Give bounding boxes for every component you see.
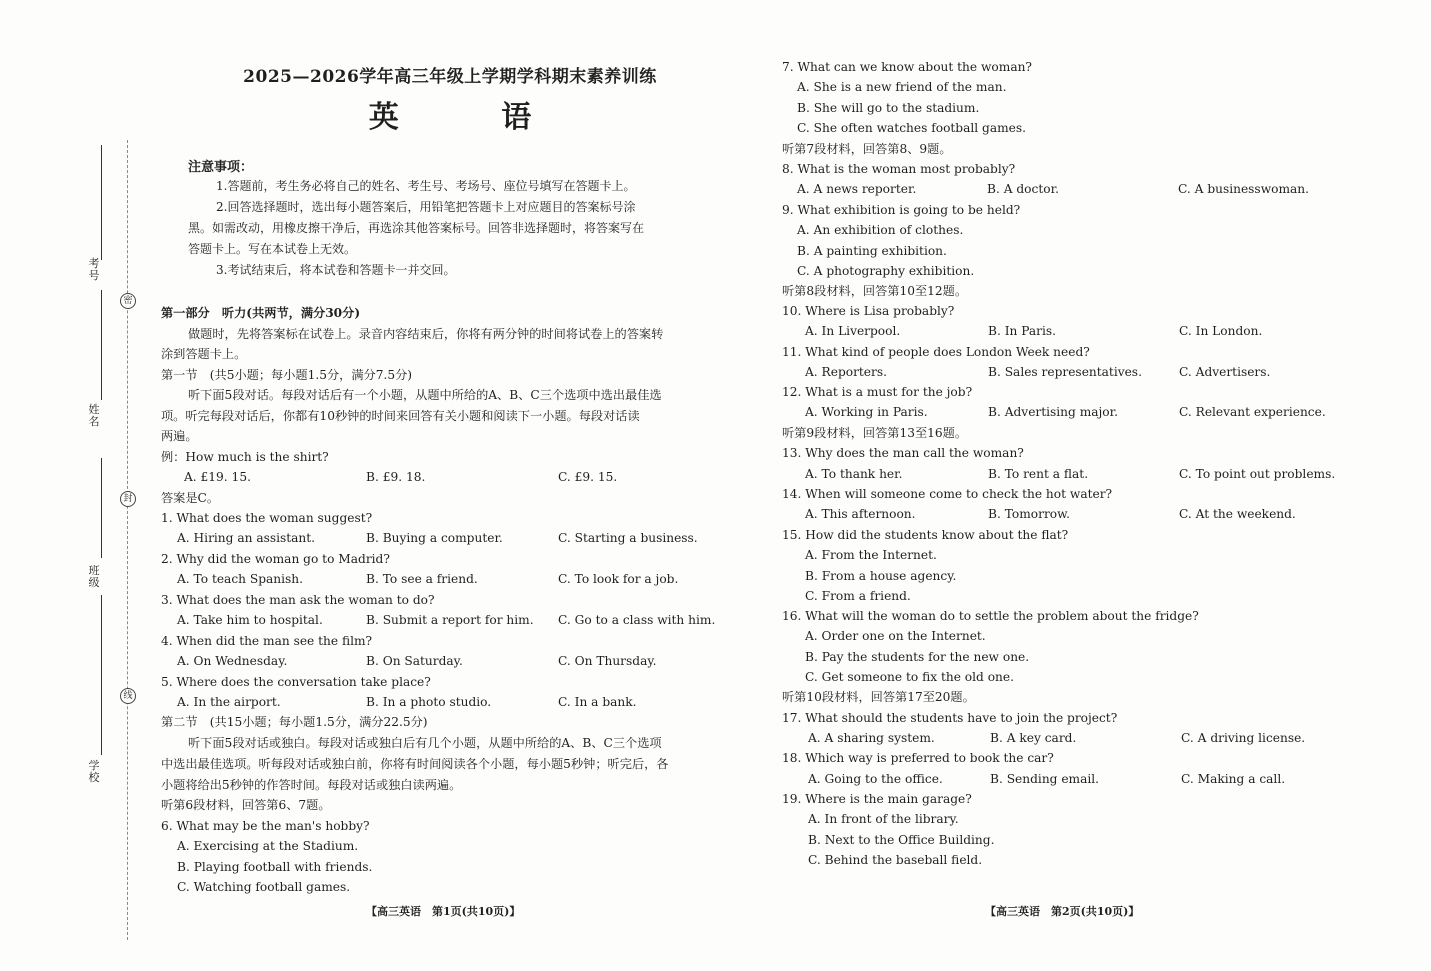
binding-line bbox=[101, 458, 102, 558]
option-c: C. To look for a job. bbox=[558, 572, 679, 586]
question-text: 19. Where is the main garage? bbox=[782, 792, 972, 806]
binding-label-school: 学校 bbox=[88, 759, 100, 784]
binding-line bbox=[101, 145, 102, 260]
question-text: 14. When will someone come to check the hot water? bbox=[782, 487, 1113, 501]
question-text: 5. Where does the conversation take place? bbox=[161, 675, 431, 689]
question-text: 10. Where is Lisa probably? bbox=[782, 304, 955, 318]
question-text: 6. What may be the man's hobby? bbox=[161, 819, 370, 833]
page-footer: 【高三英语 第1页(共10页)】 bbox=[366, 905, 521, 918]
option-b: B. In Paris. bbox=[988, 324, 1057, 338]
seal-mark-circle: 封 bbox=[120, 491, 136, 507]
material-label: 听第9段材料，回答第13至16题。 bbox=[782, 426, 968, 440]
section2-intro-line: 小题将给出5秒钟的作答时间。每段对话或独白读两遍。 bbox=[161, 778, 462, 792]
option-b: B. A doctor. bbox=[987, 182, 1059, 196]
option-c: C. Making a call. bbox=[1181, 772, 1286, 786]
option-b: B. Playing football with friends. bbox=[177, 860, 373, 874]
seal-mark-circle: 线 bbox=[120, 688, 136, 704]
option-a: A. In front of the library. bbox=[808, 812, 959, 826]
example-option-c: C. £9. 15. bbox=[558, 470, 618, 484]
option-b: B. Next to the Office Building. bbox=[808, 833, 995, 847]
seal-mark-circle: 密 bbox=[120, 293, 136, 309]
option-b: B. Pay the students for the new one. bbox=[805, 650, 1030, 664]
notice-line: 答题卡上。写在本试卷上无效。 bbox=[188, 242, 357, 256]
part1-heading: 第一部分 听力(共两节，满分30分) bbox=[161, 306, 361, 320]
section2-intro-line: 听下面5段对话或独白。每段对话或独白后有几个小题，从题中所给的A、B、C三个选项 bbox=[188, 736, 662, 750]
question-text: 13. Why does the man call the woman? bbox=[782, 446, 1024, 460]
option-c: C. At the weekend. bbox=[1179, 507, 1296, 521]
example-answer: 答案是C。 bbox=[161, 491, 220, 505]
part1-intro-line: 涂到答题卡上。 bbox=[161, 347, 247, 361]
question-text: 15. How did the students know about the flat? bbox=[782, 528, 1069, 542]
page-footer: 【高三英语 第2页(共10页)】 bbox=[985, 905, 1140, 918]
option-a: A. Take him to hospital. bbox=[177, 613, 323, 627]
option-c: C. To point out problems. bbox=[1179, 467, 1336, 481]
question-text: 4. When did the man see the film? bbox=[161, 634, 373, 648]
option-b: B. Advertising major. bbox=[988, 405, 1119, 419]
option-a: A. Order one on the Internet. bbox=[805, 629, 986, 643]
option-b: B. Sales representatives. bbox=[988, 365, 1142, 379]
section1-intro-line: 听下面5段对话。每段对话后有一个小题，从题中所给的A、B、C三个选项中选出最佳选 bbox=[188, 388, 662, 402]
option-b: B. From a house agency. bbox=[805, 569, 957, 583]
seal-dashed-line bbox=[127, 140, 128, 940]
binding-line bbox=[101, 290, 102, 400]
question-text: 3. What does the man ask the woman to do? bbox=[161, 593, 435, 607]
option-c: C. Relevant experience. bbox=[1179, 405, 1326, 419]
option-a: A. Hiring an assistant. bbox=[177, 531, 316, 545]
option-a: A. Working in Paris. bbox=[805, 405, 928, 419]
binding-label-name: 姓名 bbox=[88, 403, 100, 428]
example-option-b: B. £9. 18. bbox=[366, 470, 426, 484]
notice-line: 3.考试结束后，将本试卷和答题卡一并交回。 bbox=[216, 263, 456, 277]
option-a: A. In the airport. bbox=[177, 695, 281, 709]
option-c: C. She often watches football games. bbox=[797, 121, 1027, 135]
option-c: C. Get someone to fix the old one. bbox=[805, 670, 1014, 684]
notice-line: 1.答题前，考生务必将自己的姓名、考生号、考场号、座位号填写在答题卡上。 bbox=[216, 179, 636, 193]
option-b: B. A key card. bbox=[990, 731, 1077, 745]
material-label: 听第6段材料，回答第6、7题。 bbox=[161, 798, 331, 812]
option-a: A. A sharing system. bbox=[808, 731, 935, 745]
question-text: 7. What can we know about the woman? bbox=[782, 60, 1032, 74]
option-a: A. This afternoon. bbox=[805, 507, 916, 521]
option-c: C. Watching football games. bbox=[177, 880, 351, 894]
option-a: A. An exhibition of clothes. bbox=[797, 223, 964, 237]
material-label: 听第7段材料，回答第8、9题。 bbox=[782, 142, 952, 156]
option-a: A. Exercising at the Stadium. bbox=[177, 839, 359, 853]
option-a: A. She is a new friend of the man. bbox=[797, 80, 1007, 94]
option-b: B. Tomorrow. bbox=[988, 507, 1070, 521]
option-b: B. Sending email. bbox=[990, 772, 1100, 786]
question-text: 18. Which way is preferred to book the car? bbox=[782, 751, 1054, 765]
option-a: A. On Wednesday. bbox=[177, 654, 288, 668]
option-c: C. From a friend. bbox=[805, 589, 911, 603]
question-text: 1. What does the woman suggest? bbox=[161, 511, 373, 525]
notice-line: 黑。如需改动，用橡皮擦干净后，再选涂其他答案标号。回答非选择题时，将答案写在 bbox=[188, 221, 645, 235]
notice-heading: 注意事项： bbox=[188, 160, 254, 175]
option-a: A. From the Internet. bbox=[805, 548, 937, 562]
option-b: B. She will go to the stadium. bbox=[797, 101, 980, 115]
question-text: 11. What kind of people does London Week need? bbox=[782, 345, 1090, 359]
option-a: A. Going to the office. bbox=[808, 772, 943, 786]
section1-intro-line: 项。听完每段对话后，你都有10秒钟的时间来回答有关小题和阅读下一小题。每段对话读 bbox=[161, 409, 640, 423]
option-c: C. In London. bbox=[1179, 324, 1263, 338]
option-b: B. On Saturday. bbox=[366, 654, 463, 668]
option-c: C. Behind the baseball field. bbox=[808, 853, 983, 867]
option-c: C. A photography exhibition. bbox=[797, 264, 975, 278]
question-text: 2. Why did the woman go to Madrid? bbox=[161, 552, 390, 566]
page-right bbox=[760, 0, 1431, 971]
option-b: B. In a photo studio. bbox=[366, 695, 492, 709]
question-text: 17. What should the students have to join the project? bbox=[782, 711, 1118, 725]
example-question: 例：How much is the shirt? bbox=[161, 450, 329, 464]
question-text: 16. What will the woman do to settle the problem about the fridge? bbox=[782, 609, 1199, 623]
part1-intro-line: 做题时，先将答案标在试卷上。录音内容结束后，你将有两分钟的时间将试卷上的答案转 bbox=[188, 327, 664, 341]
option-b: B. To rent a flat. bbox=[988, 467, 1089, 481]
option-b: B. A painting exhibition. bbox=[797, 244, 947, 258]
subject-title: 英 语 bbox=[368, 100, 578, 135]
section1-heading: 第一节 (共5小题；每小题1.5分，满分7.5分) bbox=[161, 368, 413, 382]
question-text: 9. What exhibition is going to be held? bbox=[782, 203, 1021, 217]
option-c: C. A businesswoman. bbox=[1178, 182, 1310, 196]
option-a: A. To teach Spanish. bbox=[177, 572, 304, 586]
section1-intro-line: 两遍。 bbox=[161, 429, 198, 443]
option-c: C. On Thursday. bbox=[558, 654, 657, 668]
option-b: B. Buying a computer. bbox=[366, 531, 503, 545]
material-label: 听第10段材料，回答第17至20题。 bbox=[782, 690, 975, 704]
option-a: A. To thank her. bbox=[805, 467, 903, 481]
material-label: 听第8段材料，回答第10至12题。 bbox=[782, 284, 968, 298]
binding-line bbox=[101, 595, 102, 755]
binding-label-class: 班级 bbox=[88, 564, 100, 589]
section2-heading: 第二节 (共15小题；每小题1.5分，满分22.5分) bbox=[161, 715, 428, 729]
binding-label-exam-number: 考号 bbox=[88, 257, 100, 282]
option-c: C. Go to a class with him. bbox=[558, 613, 716, 627]
section2-intro-line: 中选出最佳选项。听每段对话或独白前，你将有时间阅读各个小题，每小题5秒钟；听完后，各 bbox=[161, 757, 669, 771]
exam-title: 2025—2026学年高三年级上学期学科期末素养训练 bbox=[243, 67, 657, 87]
option-a: A. Reporters. bbox=[805, 365, 887, 379]
option-c: C. In a bank. bbox=[558, 695, 637, 709]
option-a: A. In Liverpool. bbox=[805, 324, 901, 338]
option-b: B. Submit a report for him. bbox=[366, 613, 534, 627]
option-a: A. A news reporter. bbox=[797, 182, 917, 196]
question-text: 8. What is the woman most probably? bbox=[782, 162, 1016, 176]
option-c: C. A driving license. bbox=[1181, 731, 1306, 745]
question-text: 12. What is a must for the job? bbox=[782, 385, 973, 399]
option-b: B. To see a friend. bbox=[366, 572, 478, 586]
option-c: C. Advertisers. bbox=[1179, 365, 1271, 379]
notice-line: 2.回答选择题时，选出每小题答案后，用铅笔把答题卡上对应题目的答案标号涂 bbox=[216, 200, 636, 214]
option-c: C. Starting a business. bbox=[558, 531, 698, 545]
example-option-a: A. £19. 15. bbox=[184, 470, 251, 484]
